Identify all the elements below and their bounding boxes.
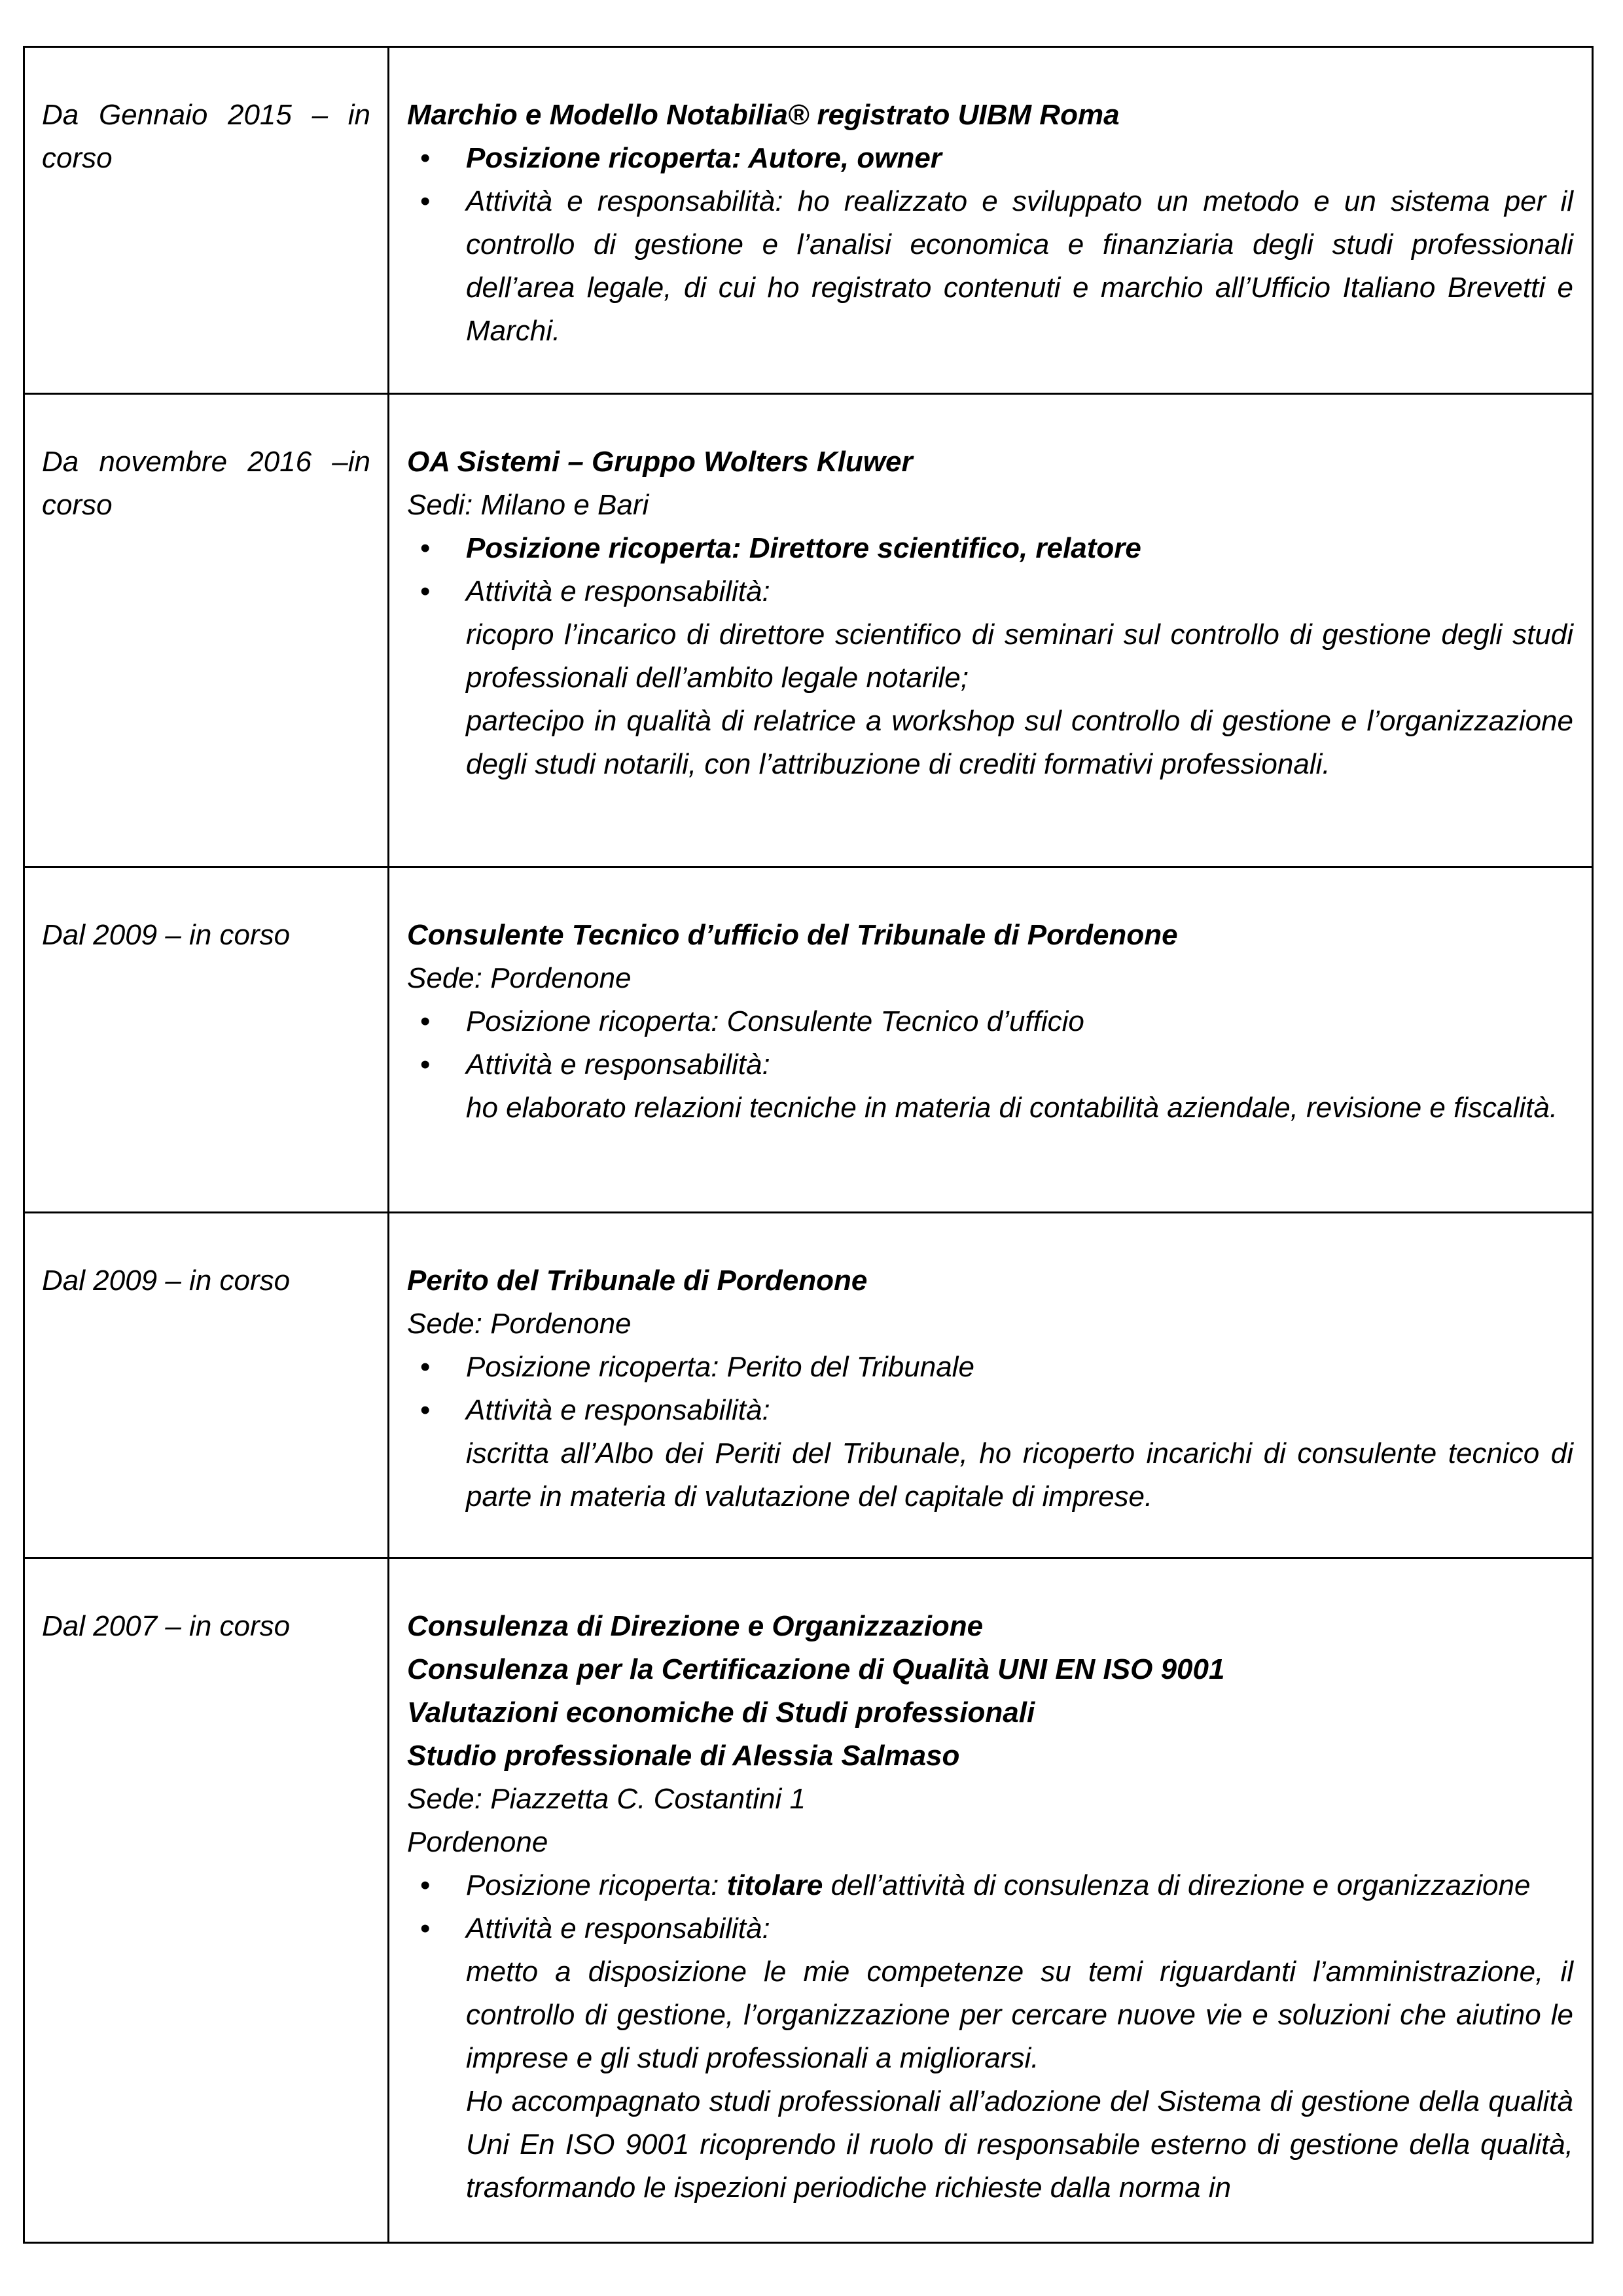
position-item	[407, 527, 1573, 570]
entry-location: Sede: Piazzetta C. Costantini 1	[407, 1783, 806, 1815]
entry-date: Dal 2007 – in corso	[42, 1610, 291, 1642]
content-cell	[389, 1213, 1593, 1558]
position-text: Posizione ricoperta: Consulente Tecnico d’ufficio	[466, 1005, 1084, 1037]
activities-text: ho elaborato relazioni tecniche in materia di contabilità aziendale, revisione e fiscalità.	[466, 1092, 1558, 1124]
bullet-icon: •	[420, 1912, 431, 1945]
activities-item	[407, 570, 1573, 786]
entry-title: OA Sistemi – Gruppo Wolters Kluwer	[407, 446, 913, 478]
bullet-icon: •	[420, 1394, 431, 1426]
position-text: Posizione ricoperta: Perito del Tribunale	[466, 1351, 974, 1383]
bullet-icon: •	[420, 1869, 431, 1901]
entry-location: Sede: Pordenone	[407, 962, 632, 994]
entry-title: Perito del Tribunale di Pordenone	[407, 1265, 868, 1297]
entry-location: Sedi: Milano e Bari	[407, 489, 649, 521]
activities-text: Ho accompagnato studi professionali all’adozione del Sistema di gestione della qualità Uni En ISO 9001 ricoprendo il ruolo di responsabile esterno di gestione della qualità, trasformando le ispezioni periodiche richieste dalla norma in	[466, 2085, 1573, 2204]
entry-location: Sede: Pordenone	[407, 1308, 632, 1340]
position-item	[407, 137, 1573, 180]
activities-text: partecipo in qualità di relatrice a workshop sul controllo di gestione e l’organizzazione degli studi notarili, con l’attribuzione di crediti formativi professionali.	[466, 705, 1573, 780]
activities-text: ricopro l’incarico di direttore scientifico di seminari sul controllo di gestione degli studi professionali dell’ambito legale notarile;	[466, 619, 1573, 694]
bullet-icon: •	[420, 532, 431, 564]
activities-label: Attività e responsabilità:	[466, 575, 770, 607]
entry-date: Da novembre 2016 –in corso	[42, 446, 370, 521]
position-item	[407, 1864, 1573, 1907]
bullet-icon: •	[420, 185, 431, 217]
entry-title: Consulenza di Direzione e Organizzazione	[407, 1610, 984, 1642]
entry-location: Pordenone	[407, 1826, 548, 1858]
position-suffix: dell’attività di consulenza di direzione e organizzazione	[823, 1869, 1531, 1901]
bullet-icon: •	[420, 1005, 431, 1037]
experience-row	[24, 47, 1593, 394]
bullet-icon: •	[420, 1049, 431, 1081]
bullet-icon: •	[420, 142, 431, 174]
date-cell	[24, 1558, 389, 2243]
activities-label: Attività e responsabilità:	[466, 1912, 770, 1945]
position-item	[407, 1000, 1573, 1043]
activities-item	[407, 1907, 1573, 2210]
entry-title: Studio professionale di Alessia Salmaso	[407, 1740, 960, 1772]
entry-title: Marchio e Modello Notabilia® registrato UIBM Roma	[407, 99, 1120, 131]
experience-row	[24, 1558, 1593, 2243]
experience-row	[24, 394, 1593, 867]
position-item	[407, 1346, 1573, 1389]
activities-item	[407, 1389, 1573, 1518]
activities-label: Attività e responsabilità:	[466, 185, 783, 217]
experience-table	[23, 46, 1594, 2244]
activities-text: metto a disposizione le mie competenze su temi riguardanti l’amministrazione, il controllo di gestione, l’organizzazione per cercare nuove vie e soluzioni che aiutino le imprese e gli studi professionali a migliorarsi.	[466, 1956, 1573, 2074]
position-text: Posizione ricoperta: Autore, owner	[466, 142, 942, 174]
position-text: Posizione ricoperta: Direttore scientifico, relatore	[466, 532, 1141, 564]
experience-row	[24, 1213, 1593, 1558]
entry-title: Consulenza per la Certificazione di Qualità UNI EN ISO 9001	[407, 1653, 1225, 1685]
entry-date: Dal 2009 – in corso	[42, 919, 291, 951]
entry-title: Valutazioni economiche di Studi professionali	[407, 1696, 1035, 1729]
activities-item	[407, 1043, 1573, 1130]
entry-date: Da Gennaio 2015 – in corso	[42, 99, 370, 174]
date-cell	[24, 47, 389, 394]
activities-label: Attività e responsabilità:	[466, 1394, 770, 1426]
date-cell	[24, 394, 389, 867]
content-cell	[389, 47, 1593, 394]
position-bold-word: titolare	[726, 1869, 823, 1901]
activities-text: ho realizzato e sviluppato un metodo e un sistema per il controllo di gestione e l’analisi economica e finanziaria degli studi professionali dell’area legale, di cui ho registrato contenuti e marchio all’Ufficio Italiano Brevetti e Marchi.	[466, 185, 1574, 347]
activities-item	[407, 180, 1573, 353]
position-prefix: Posizione ricoperta:	[466, 1869, 727, 1901]
content-cell	[389, 867, 1593, 1213]
experience-row	[24, 867, 1593, 1213]
bullet-icon: •	[420, 575, 431, 607]
activities-label: Attività e responsabilità:	[466, 1049, 770, 1081]
content-cell	[389, 1558, 1593, 2243]
activities-text: iscritta all’Albo dei Periti del Tribunale, ho ricoperto incarichi di consulente tecnico di parte in materia di valutazione del capitale di imprese.	[466, 1437, 1573, 1513]
entry-title: Consulente Tecnico d’ufficio del Tribunale di Pordenone	[407, 919, 1178, 951]
date-cell	[24, 867, 389, 1213]
entry-date: Dal 2009 – in corso	[42, 1265, 291, 1297]
date-cell	[24, 1213, 389, 1558]
bullet-icon: •	[420, 1351, 431, 1383]
content-cell	[389, 394, 1593, 867]
